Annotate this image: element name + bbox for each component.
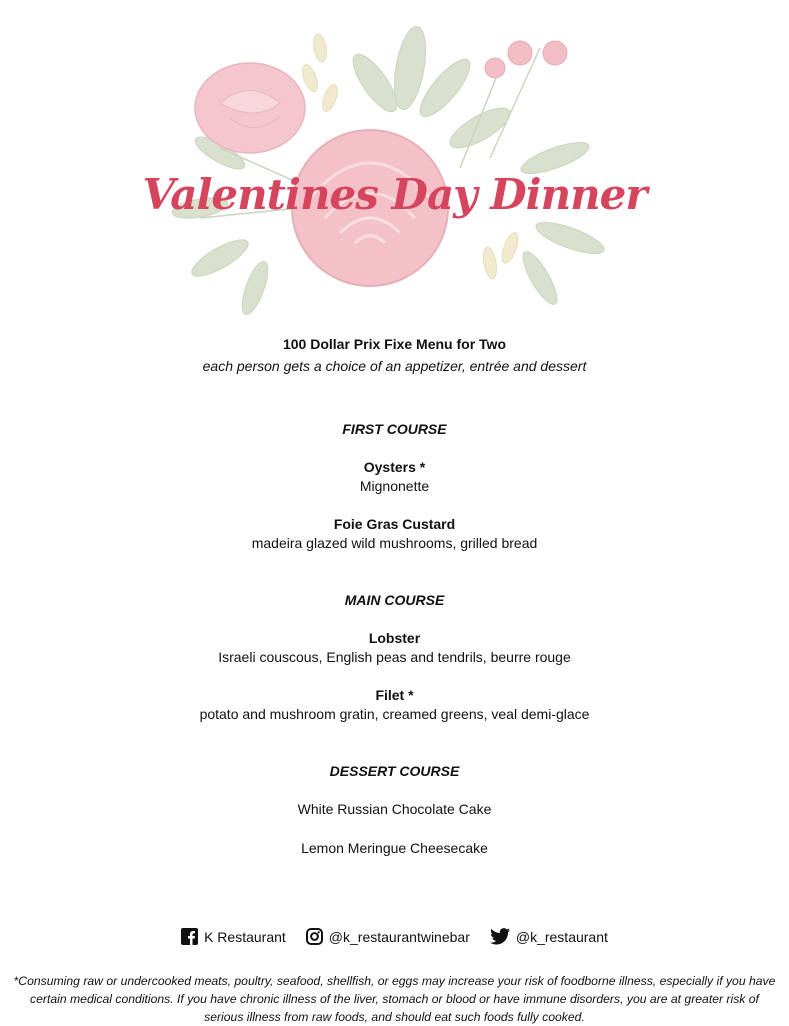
facebook-icon bbox=[181, 928, 198, 945]
menu-item-name: Lobster bbox=[368, 630, 421, 646]
menu-item-description: madeira glazed wild mushrooms, grilled bread bbox=[251, 535, 538, 551]
facebook-link[interactable] bbox=[181, 928, 286, 945]
course-heading-dessert: DESSERT COURSE bbox=[329, 763, 460, 779]
instagram-icon bbox=[306, 928, 323, 945]
instagram-label: @k_restaurantwinebar bbox=[328, 928, 470, 945]
menu-title: Valentines Day Dinner bbox=[142, 170, 647, 219]
course-heading-main: MAIN COURSE bbox=[344, 592, 445, 608]
twitter-icon bbox=[490, 928, 510, 945]
menu-item-name: Foie Gras Custard bbox=[333, 516, 456, 532]
floral-illustration bbox=[160, 8, 630, 318]
menu-item-name: Filet * bbox=[375, 687, 414, 703]
twitter-label: @k_restaurant bbox=[515, 928, 608, 945]
prix-fixe-subheading: each person gets a choice of an appetizer, entrée and dessert bbox=[202, 358, 587, 374]
course-heading-first: FIRST COURSE bbox=[342, 421, 447, 437]
menu-item-description: potato and mushroom gratin, creamed greens, veal demi-glace bbox=[199, 706, 590, 722]
menu-item-description: Mignonette bbox=[359, 478, 430, 494]
menu-item-description: Israeli couscous, English peas and tendrils, beurre rouge bbox=[218, 649, 571, 665]
food-safety-disclaimer: *Consuming raw or undercooked meats, poultry, seafood, shellfish, or eggs may increase your risk of foodborne illness, especially if you have certain medical conditions. If you have chronic illness of the liver, stomach or blood or have immune disorders, you are at greater risk of serious illness from raw foods, and should eat such foods fully cooked. bbox=[13, 974, 776, 1024]
social-links bbox=[0, 928, 789, 945]
menu-item-name: Oysters * bbox=[363, 459, 426, 475]
facebook-label: K Restaurant bbox=[204, 928, 286, 945]
menu-item-name: Lemon Meringue Cheesecake bbox=[301, 840, 488, 856]
prix-fixe-heading: 100 Dollar Prix Fixe Menu for Two bbox=[282, 336, 506, 352]
menu-item-name: White Russian Chocolate Cake bbox=[297, 801, 492, 817]
instagram-link[interactable] bbox=[306, 928, 470, 945]
twitter-link[interactable] bbox=[490, 928, 608, 945]
